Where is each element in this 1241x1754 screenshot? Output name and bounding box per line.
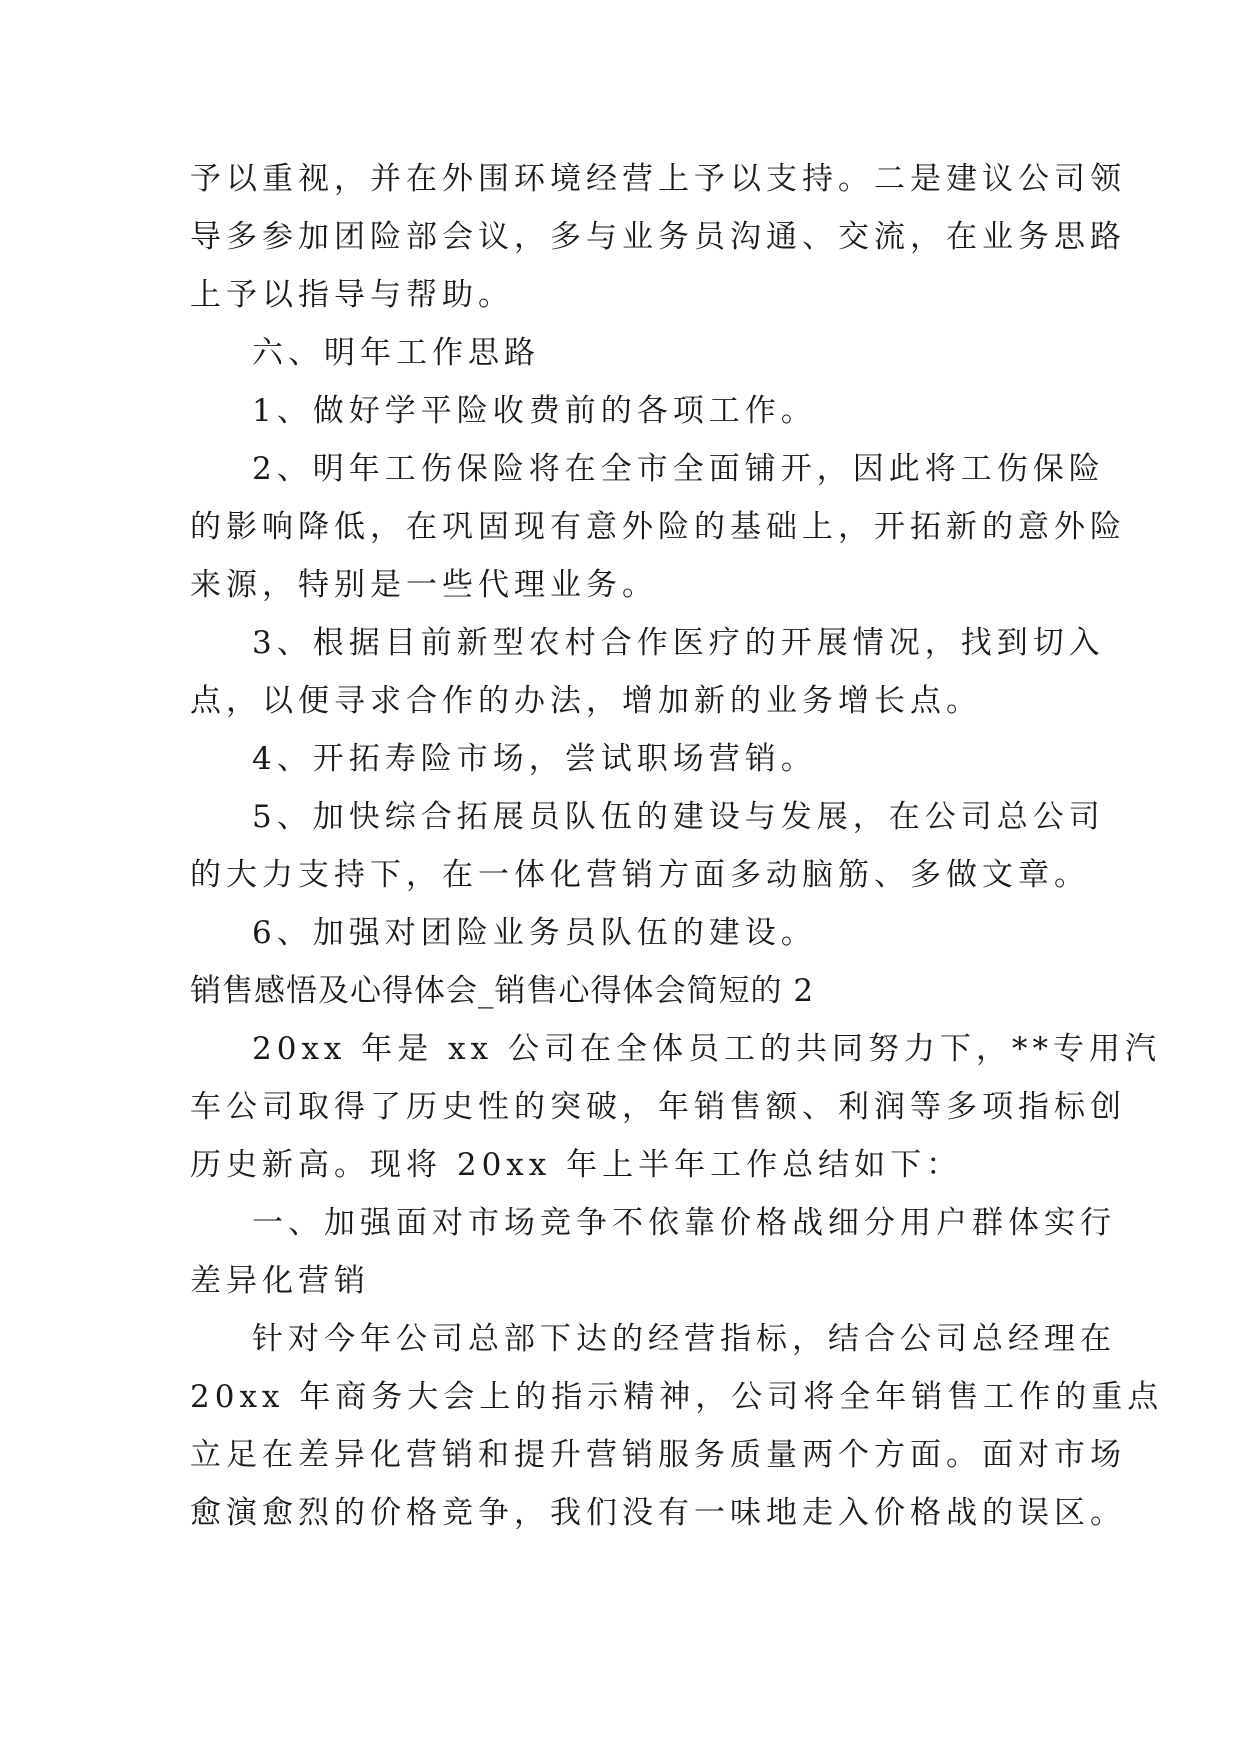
text-line: 差异化营销 bbox=[190, 1263, 370, 1299]
text-line: 立足在差异化营销和提升营销服务质量两个方面。面对市场 bbox=[190, 1437, 1126, 1473]
section-heading: 一、加强面对市场竞争不依靠价格战细分用户群体实行 bbox=[252, 1205, 1116, 1241]
text-line: 历史新高。现将 20xx 年上半年工作总结如下： bbox=[190, 1147, 963, 1183]
list-item: 5、加快综合拓展员队伍的建设与发展，在公司总公司 bbox=[252, 799, 1105, 835]
paragraph-line: 20xx 年是 xx 公司在全体员工的共同努力下，**专用汽 bbox=[252, 1031, 1161, 1067]
text-line: 的影响降低，在巩固现有意外险的基础上，开拓新的意外险 bbox=[190, 509, 1126, 545]
document-body bbox=[190, 150, 1164, 1542]
article-title: 销售感悟及心得体会_销售心得体会简短的 2 bbox=[190, 973, 815, 1009]
text-line: 点，以便寻求合作的办法，增加新的业务增长点。 bbox=[190, 683, 982, 719]
paragraph-line: 针对今年公司总部下达的经营指标，结合公司总经理在 bbox=[252, 1321, 1116, 1357]
list-item: 3、根据目前新型农村合作医疗的开展情况，找到切入 bbox=[252, 625, 1105, 661]
text-line: 来源，特别是一些代理业务。 bbox=[190, 567, 658, 603]
text-line: 20xx 年商务大会上的指示精神，公司将全年销售工作的重点 bbox=[190, 1379, 1164, 1415]
text-line: 上予以指导与帮助。 bbox=[190, 277, 514, 313]
text-line: 车公司取得了历史性的突破，年销售额、利润等多项指标创 bbox=[190, 1089, 1126, 1125]
list-item: 2、明年工伤保险将在全市全面铺开，因此将工伤保险 bbox=[252, 451, 1105, 487]
text-line: 的大力支持下，在一体化营销方面多动脑筋、多做文章。 bbox=[190, 857, 1090, 893]
section-heading: 六、明年工作思路 bbox=[252, 335, 540, 371]
text-line: 导多参加团险部会议，多与业务员沟通、交流，在业务思路 bbox=[190, 219, 1126, 255]
text-line: 愈演愈烈的价格竞争，我们没有一味地走入价格战的误区。 bbox=[190, 1495, 1126, 1531]
text-line: 予以重视，并在外围环境经营上予以支持。二是建议公司领 bbox=[190, 161, 1126, 197]
list-item: 4、开拓寿险市场，尝试职场营销。 bbox=[252, 741, 817, 777]
list-item: 1、做好学平险收费前的各项工作。 bbox=[252, 393, 817, 429]
list-item: 6、加强对团险业务员队伍的建设。 bbox=[252, 915, 817, 951]
